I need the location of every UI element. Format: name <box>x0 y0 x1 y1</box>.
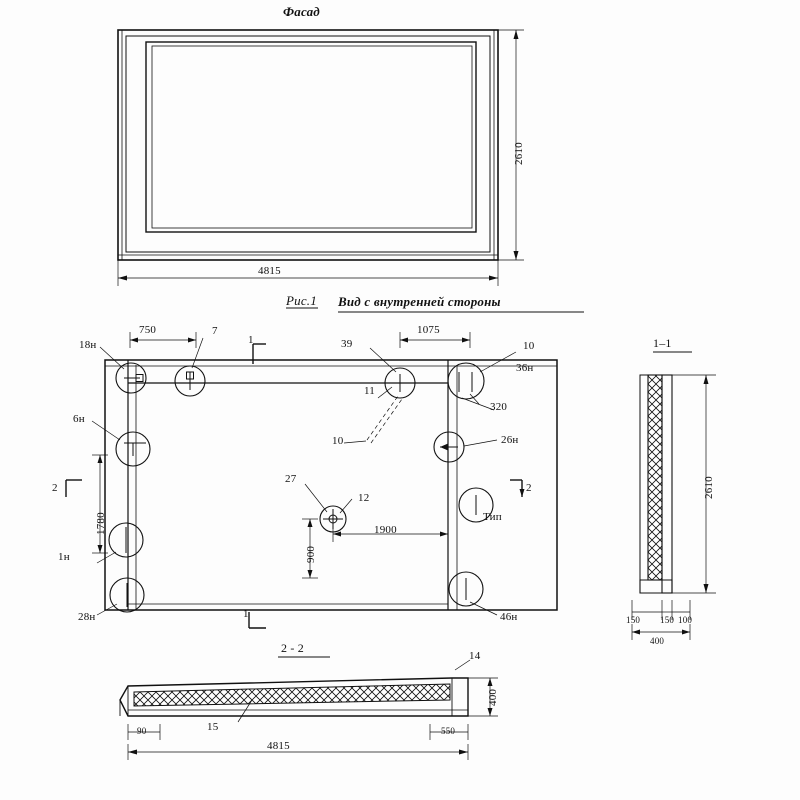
mark-10-mid: 10 <box>332 435 344 447</box>
facade-dimension-lines <box>118 30 524 286</box>
section-2-2-length: 4815 <box>267 740 290 752</box>
section-1-1-dim-150b: 150 <box>660 615 675 625</box>
mark-39: 39 <box>341 338 353 350</box>
cut-2-right: 2 <box>526 482 532 494</box>
inner-view-detail-balloons <box>109 363 493 612</box>
section-2-2-geometry <box>120 660 498 760</box>
mark-7: 7 <box>212 325 218 337</box>
dim-320: 320 <box>490 401 508 413</box>
inner-view-geometry <box>105 360 557 610</box>
section-2-2-dim-550: 550 <box>441 726 456 736</box>
cut-2-left: 2 <box>52 482 58 494</box>
mark-11: 11 <box>364 385 375 397</box>
mark-18n: 18н <box>79 339 97 351</box>
dim-900: 900 <box>305 545 317 563</box>
mark-typ: Тип <box>483 511 502 523</box>
mark-12: 12 <box>358 492 370 504</box>
mark-10-top: 10 <box>523 340 535 352</box>
figure-caption: Рис.1 <box>286 293 317 308</box>
section-2-2-dim-400: 400 <box>487 688 499 706</box>
section-1-1-dim-100: 100 <box>678 615 693 625</box>
mark-27: 27 <box>285 473 297 485</box>
inner-view-embed-symbols <box>124 372 476 607</box>
cut-1-bottom: 1 <box>243 608 249 620</box>
section-2-2-dim-90: 90 <box>137 726 147 736</box>
mark-36n: 36н <box>516 362 534 374</box>
dim-1900: 1900 <box>374 524 397 536</box>
inner-view-leaders <box>92 338 516 615</box>
facade-view-geometry <box>118 30 498 260</box>
mark-26n: 26н <box>501 434 519 446</box>
section-1-1-dim-150: 150 <box>626 615 641 625</box>
section-2-2-mark-15: 15 <box>207 721 219 733</box>
facade-height-dim: 2610 <box>513 142 525 165</box>
inner-view-section-markers <box>66 344 525 628</box>
section-2-2-mark-14: 14 <box>469 650 481 662</box>
mark-1n: 1н <box>58 551 70 563</box>
mark-46n: 46н <box>500 611 518 623</box>
section-1-1-dim-400: 400 <box>650 636 665 646</box>
section-2-2-title: 2 - 2 <box>281 641 304 655</box>
section-1-1-geometry <box>632 375 716 640</box>
facade-title: Фасад <box>283 4 320 19</box>
dim-750: 750 <box>139 324 157 336</box>
dim-1075: 1075 <box>417 324 440 336</box>
inner-view-title: Вид с внутренней стороны <box>338 294 501 309</box>
section-1-1-title: 1–1 <box>653 336 672 350</box>
cut-1-top: 1 <box>248 334 254 346</box>
section-1-1-height: 2610 <box>703 476 715 499</box>
inner-view-dimension-lines <box>92 332 494 578</box>
facade-width-dim: 4815 <box>258 265 281 277</box>
mark-28n: 28н <box>78 611 96 623</box>
dim-1780: 1780 <box>95 512 107 535</box>
mark-6n: 6н <box>73 413 85 425</box>
